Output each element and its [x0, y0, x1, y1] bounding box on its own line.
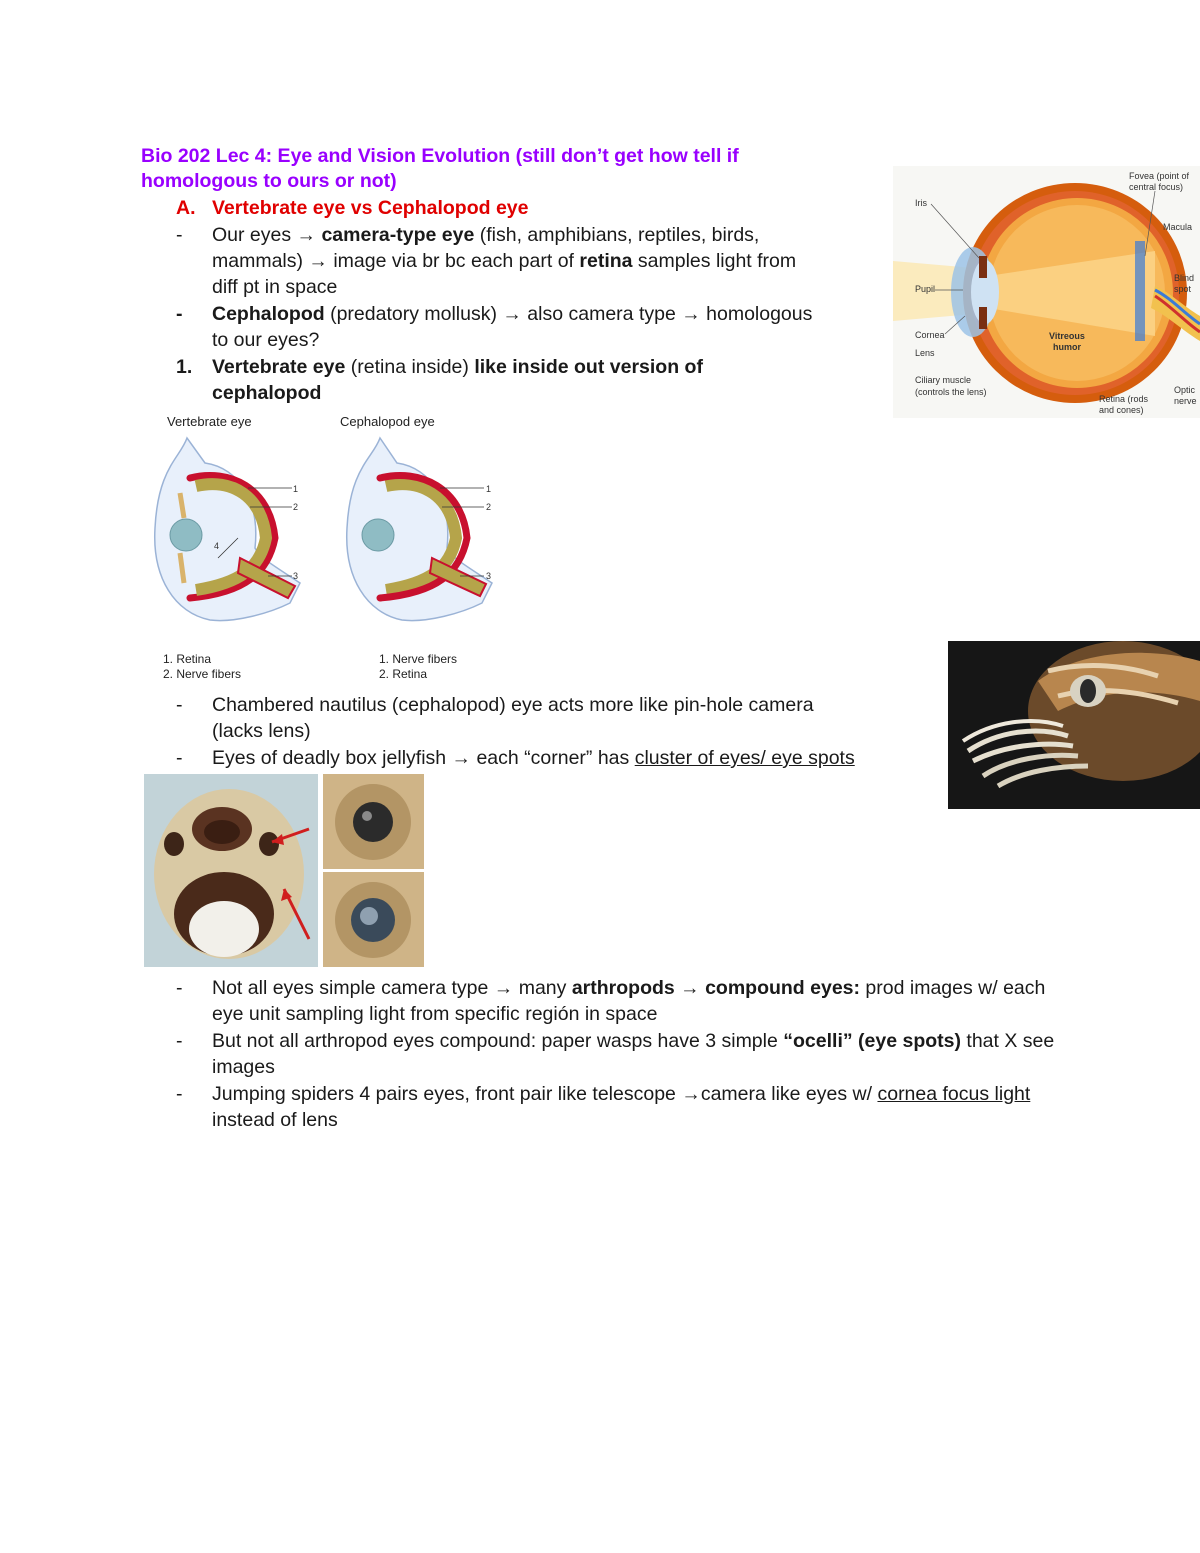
vert-num-1: 1	[293, 484, 299, 494]
text: like inside out version of	[474, 356, 703, 378]
vertebrate-eye-drawing	[155, 438, 300, 621]
text: Vertebrate eye	[212, 356, 346, 378]
label-fovea-2: central focus)	[1129, 182, 1184, 192]
bullet-box-jellyfish	[212, 745, 855, 771]
vert-legend-2: 2. Nerve fibers	[163, 667, 242, 681]
bullet-dash: -	[176, 1030, 183, 1052]
bullet-dash: -	[176, 224, 183, 246]
vert-num-4: 4	[214, 541, 220, 551]
item-1-line1	[212, 354, 703, 380]
text: But not all arthropod eyes compound: paper wasps have 3 simple	[212, 1030, 784, 1052]
bullet-dash: -	[176, 303, 183, 325]
label-pupil: Pupil	[915, 284, 936, 294]
label-fovea: Fovea (point of	[1129, 171, 1190, 181]
text: that X see	[960, 1030, 1055, 1052]
bullet-our-eyes-l2	[212, 248, 796, 274]
text: Our eyes →	[212, 224, 322, 246]
section-a-heading: Vertebrate eye vs Cephalopod eye	[212, 197, 529, 219]
ceph-num-1: 1	[486, 484, 492, 494]
underlined-cluster-of-eyes: cluster of eyes/ eye spots	[634, 747, 855, 769]
bullet-paper-wasps-l2: images	[212, 1056, 275, 1078]
vertebrate-title: Vertebrate eye	[167, 414, 252, 429]
label-lens: Lens	[915, 348, 935, 358]
vert-legend-1: 1. Retina	[163, 652, 212, 666]
term-ocelli: “ocelli” (eye spots)	[783, 1030, 961, 1052]
bullet-dash: -	[176, 1083, 183, 1105]
vertebrate-cephalopod-diagram	[150, 408, 510, 684]
text: mammals) → image via br bc each part of	[212, 250, 580, 272]
page-title-cont	[141, 168, 397, 194]
page-title	[141, 143, 739, 169]
item-1-marker: 1.	[176, 356, 193, 378]
ceph-num-2: 2	[486, 502, 492, 512]
label-macula: Macula	[1163, 222, 1193, 232]
label-iris: Iris	[915, 198, 927, 208]
label-ciliary-2: (controls the lens)	[915, 387, 987, 397]
vert-num-2: 2	[293, 502, 299, 512]
bullet-our-eyes-l3: diff pt in space	[212, 276, 338, 298]
text: samples light from	[632, 250, 797, 272]
text: (predatory mollusk) → also camera type → homologous	[324, 303, 813, 325]
bullet-nautilus-l2: (lacks lens)	[212, 720, 311, 742]
bullet-our-eyes	[212, 222, 759, 248]
bullet-arthropods	[212, 975, 1045, 1001]
eye-closeup-svg-1	[323, 774, 424, 869]
text: Eyes of deadly box jellyfish → each “corner” has	[212, 747, 635, 769]
bullet-nautilus: Chambered nautilus (cephalopod) eye acts more like pin-hole camera	[212, 694, 814, 716]
text: Not all eyes simple camera type → many	[212, 977, 572, 999]
label-blind-spot-2: spot	[1174, 284, 1192, 294]
cephalopod-eye-drawing	[347, 438, 492, 621]
title-line-2: homologous to ours or not)	[141, 170, 397, 192]
underlined-cornea-focus-light: cornea focus light	[877, 1083, 1031, 1105]
term-retina: retina	[579, 250, 633, 272]
label-blind-spot: Blind	[1174, 273, 1195, 283]
comparison-svg	[150, 408, 510, 684]
bullet-cephalopod-l2: to our eyes?	[212, 329, 320, 351]
title-line-1: Bio 202 Lec 4: Eye and Vision Evolution (still don’t get how tell if	[141, 145, 739, 167]
jellyfish-photo-main	[144, 774, 318, 967]
section-a-marker: A.	[176, 197, 196, 219]
ceph-legend-2: 2. Retina	[379, 667, 428, 681]
bullet-paper-wasps	[212, 1028, 1054, 1054]
bullet-dash: -	[176, 977, 183, 999]
label-retina-2: and cones)	[1099, 405, 1144, 415]
jellyfish-svg	[144, 774, 318, 967]
nautilus-svg	[948, 641, 1200, 809]
text: Jumping spiders 4 pairs eyes, front pair like telescope →camera like eyes w/	[212, 1083, 878, 1105]
bullet-dash: -	[176, 747, 183, 769]
label-retina: Retina (rods	[1099, 394, 1149, 404]
cephalopod-title: Cephalopod eye	[340, 414, 435, 429]
bullet-jumping-spiders-l2: instead of lens	[212, 1109, 338, 1131]
label-ciliary: Ciliary muscle	[915, 375, 972, 385]
eye-closeup-svg-2	[323, 872, 424, 967]
ceph-num-3: 3	[486, 571, 492, 581]
text: prod images w/ each	[860, 977, 1046, 999]
label-optic-2: nerve	[1174, 396, 1197, 406]
term-compound-eyes: arthropods → compound eyes:	[571, 977, 861, 999]
label-cornea: Cornea	[915, 330, 945, 340]
text: (fish, amphibians, reptiles, birds,	[474, 224, 760, 246]
ceph-legend-1: 1. Nerve fibers	[379, 652, 458, 666]
vert-num-3: 3	[293, 571, 299, 581]
label-optic: Optic	[1174, 385, 1196, 395]
label-vitreous: Vitreous	[1049, 331, 1085, 341]
text: (retina inside)	[345, 356, 475, 378]
bullet-jumping-spiders	[212, 1081, 1030, 1107]
jellyfish-eye-closeup-1	[323, 774, 424, 869]
term-camera-type-eye: camera-type eye	[321, 224, 475, 246]
term-cephalopod: Cephalopod	[212, 303, 325, 325]
bullet-cephalopod	[212, 301, 812, 327]
bullet-dash: -	[176, 694, 183, 716]
eye-anatomy-svg	[893, 166, 1200, 418]
label-vitreous-2: humor	[1053, 342, 1081, 352]
nautilus-photo	[948, 641, 1200, 809]
jellyfish-eye-closeup-2	[323, 872, 424, 967]
bullet-arthropods-l2: eye unit sampling light from specific región in space	[212, 1003, 658, 1025]
eye-anatomy-diagram	[893, 166, 1200, 418]
item-1-line2: cephalopod	[212, 382, 322, 404]
